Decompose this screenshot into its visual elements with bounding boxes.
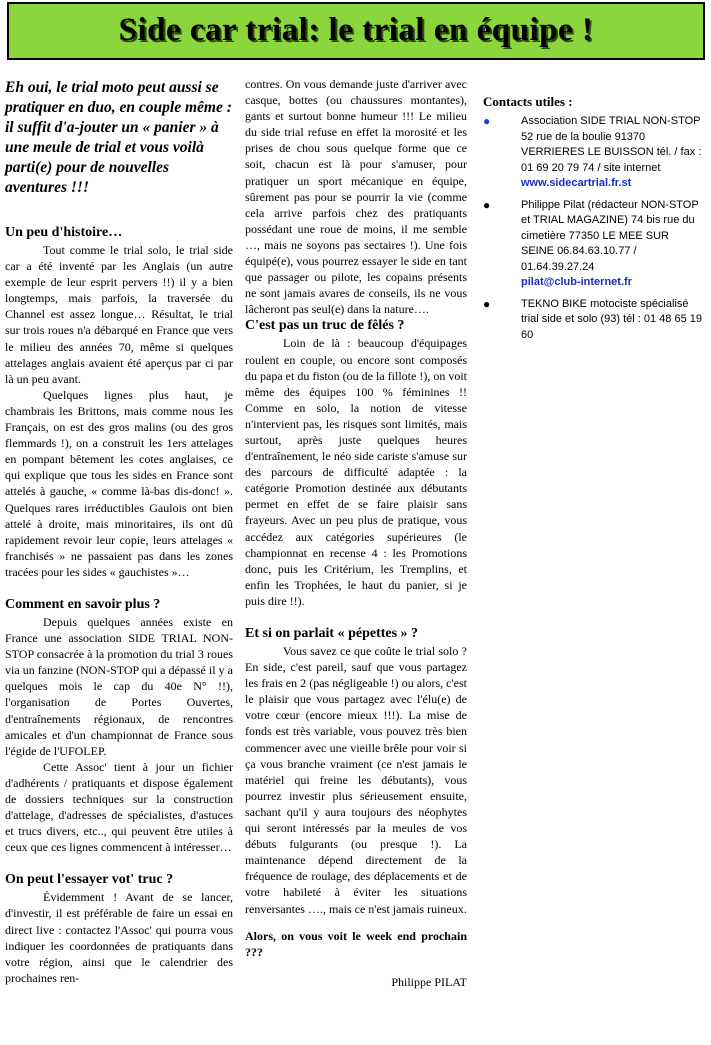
bullet-icon: ● [483, 296, 491, 311]
section-title-pepettes: Et si on parlait « pépettes » ? [245, 626, 419, 641]
paragraph: Quelques lignes plus haut, je chambrais les Brittons, mais comme nous les Français, on est des gros malins (ou des gros flemmards !), on a construit les 1ers attelages en pompant bêtement les cotes anglaises, ce qui explique que tous les sides en France sont attelés à gauche, « comme là-bas dis-donc! ». Quelques rares irréductibles Gaulois ont bien attelé à droite, mais minoritaires, ils ont dû rapidement revoir leur copie, leurs attelages « franchisés » ne passaient pas dans les zones tracées pour les sides « gauchistes »… [5, 387, 233, 579]
column-2 [245, 76, 467, 990]
paragraph: Vous savez ce que coûte le trial solo ? En side, c'est pareil, sauf que vous partagez les frais en 2 (pas négligeable !) ou alors, c'est le plaisir que vous partagez avec l'élu(e) de votre cœur (encore mieux !!!). La mise de fonds est très variable, vous pouvez très bien commencer avec une vieille brêle pour voir si ça vous branche vraiment (ce n'est jamais le matériel qui freine les débutants), vous pourrez investir plus sérieusement ensuite, sachant qu'il y aura toujours des néophytes qui seront intéressés par la meules de vos débuts fulgurants (ou presque !). La maintenance dépend directement de la fréquence de roulage, des déplacements et de votre habileté à éviter les situations renversantes …., mais ce n'est jamais ruineux. [245, 644, 467, 916]
contact-text: Philippe Pilat (rédacteur NON-STOP et TRIAL MAGAZINE) 74 bis rue du cimetière 77350 LE MEE SUR SEINE 06.84.63.10.77 / 01.64.39.27.24 [521, 198, 699, 273]
section-title-histoire: Un peu d'histoire… [5, 225, 123, 240]
bullet-icon: ● [483, 197, 491, 212]
paragraph: Tout comme le trial solo, le trial side car a été inventé par les Anglais (un autre exemple de leur esprit pervers !!) il y a bien longtemps, mais parfois, la traversée du Channel est assez longue… Résultat, le trial sur trois roues n'a débarqué en France que vers le milieu des années 70, même si quelques attelages anglais avaient été aperçus par ci par là un peu avant. [5, 243, 233, 386]
paragraph: Cette Assoc' tient à jour un fichier d'adhérents / pratiquants et dispose également de dossiers techniques sur la construction d'attelage, d'adresses de spécialistes, d'astuces et trucs divers, etc.., qui peuvent être utiles à ceux que ces lignes commencent à intéresser… [5, 759, 233, 855]
contacts-title: Contacts utiles : [483, 94, 573, 109]
paragraph: Évidemment ! Avant de se lancer, d'investir, il est préférable de faire un essai en direct live : contactez l'Assoc' qui pourra vous indiquer les coordonnées de pratiquants dans votre région, ainsi que le calendrier des prochaines ren- [5, 890, 233, 985]
contact-link[interactable]: pilat@club-internet.fr [521, 276, 632, 289]
section-title-essayer: On peut l'essayer vot' truc ? [5, 872, 174, 888]
section-title-feles: C'est pas un truc de fêlés ? [245, 318, 405, 334]
title-banner [7, 2, 705, 60]
column-1 [5, 78, 233, 986]
signature: Philippe PILAT [391, 974, 467, 989]
contact-text: Association SIDE TRIAL NON-STOP 52 rue de la boulie 91370 VERRIERES LE BUISSON tél. / fax : 01 69 20 79 74 / site internet [521, 115, 702, 174]
contacts-list [483, 114, 705, 343]
section-title-savoir: Comment en savoir plus ? [5, 596, 161, 612]
paragraph: Loin de là : beaucoup d'équipages roulent en couple, ou encore sont composés du papa et du fiston (ou de la fillote !), on voit même des équipes 100 % féminines !! Comme en solo, la notion de vitesse n'intervient pas, les risques sont limités, mais surtout, après juste quelques heures d'entraînement, le néo side cariste s'amuse sur des parcours de difficulté adaptée : la catégorie Promotion destinée aux débutants permet en effet de se faire plaisir sans frayeurs. Avec un peu plus de pratique, vous accédez aux catégories supérieures (le championnat en recense 4 : les Promotions donc, puis les Critérium, les Tremplins, et enfin les Trophées, le haut du panier, si je puis dire !!). [245, 336, 467, 608]
paragraph: Depuis quelques années existe en France une association SIDE TRIAL NON-STOP consacrée à la promotion du trial 3 roues via un fanzine (NON-STOP qui a dépassé il y a quelques mois le cap du 40e N° !!), l'organisation de Portes Ouvertes, d'entraînements régionaux, de rencontres amicales et d'un championnat de France sous l'égide de l'UFOLEP. [5, 614, 233, 758]
lead-paragraph: Eh oui, le trial moto peut aussi se pratiquer en duo, en couple même : il suffit d'a-jouter un « panier » à une meule de trial et vous voilà parti(e) pour de nouvelles aventures !!! [5, 79, 232, 196]
contact-text: TEKNO BIKE motociste spécialisé trial side et solo (93) tél : 01 48 65 19 60 [521, 297, 702, 341]
column-3-contacts [483, 94, 705, 349]
contact-item [483, 198, 705, 291]
paragraph: contres. On vous demande juste d'arriver avec casque, bottes (ou chaussures montantes), gants et surtout bonne humeur !!! Le milieu du side trial refuse en effet la morosité et les prises de chou sous quelque forme que ce soit, chacun est là pour s'amuser, pour pratiquer un sport mécanique en équipe, sûrement pas pour se pourrir la vie (comme cela arrive parfois chez des pratiquants possédant une roue de moins, il me semble …, mais ne soyons pas sectaires !). Une fois équipé(e), vous pourrez essayer le side en tant que passager ou pilote, les copains présents ne sont jamais avares de conseils, ils ne vous lâcheront pas seul(e) dans la nature…. [245, 77, 467, 317]
page-title: Side car trial: le trial en équipe ! [118, 12, 594, 48]
closing-line: Alors, on vous voit le week end prochain ??? [245, 928, 467, 959]
contact-item [483, 297, 705, 344]
contact-link[interactable]: www.sidecartrial.fr.st [521, 177, 632, 190]
contact-item [483, 114, 705, 192]
bullet-icon: ● [483, 114, 491, 129]
